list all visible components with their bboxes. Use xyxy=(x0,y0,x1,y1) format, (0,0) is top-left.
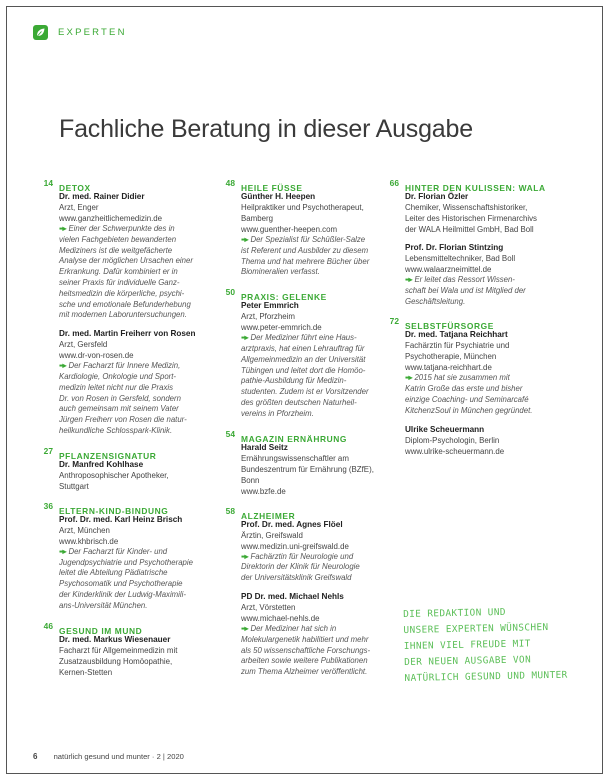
expert-block xyxy=(241,591,401,678)
expert-detail: www.michael-nehls.de xyxy=(241,613,320,623)
entry-header xyxy=(225,428,401,444)
expert-description xyxy=(241,387,401,398)
expert-description xyxy=(405,373,570,384)
expert-description xyxy=(241,235,401,246)
entry-header xyxy=(225,505,401,521)
article-topic: HEILE FÜSSE xyxy=(241,183,303,193)
greeting-line: UNSERE EXPERTEN WÜNSCHEN xyxy=(403,621,549,636)
expert-detail: Diplom-Psychologin, Berlin xyxy=(405,435,500,445)
greeting-line: DER NEUEN AUSGABE VON xyxy=(404,654,532,668)
expert-detail: Arzt, Enger xyxy=(59,203,99,212)
description-text: ist Referent und Ausbilder zu diesem xyxy=(241,245,369,255)
expert-block xyxy=(59,191,219,321)
expert-name: PD Dr. med. Michael Nehls xyxy=(241,591,344,601)
description-text: Dr. von Rosen in Gersfeld, sondern xyxy=(59,393,181,403)
expert-description xyxy=(59,361,219,372)
description-text: leitet die Abteilung Pädiatrische xyxy=(59,568,168,578)
expert-detail: www.bzfe.de xyxy=(241,486,286,496)
description-text: Katrin Große das erste und bisher xyxy=(405,384,523,394)
expert-detail: Leiter des Historischen Firmenarchivs xyxy=(405,214,537,223)
column-3 xyxy=(389,178,570,466)
expert-description xyxy=(59,310,219,321)
expert-detail: Bonn xyxy=(241,475,260,485)
description-text: zum Thema Alzheimer veröffentlicht. xyxy=(241,667,368,677)
description-text: Kardiologie, Onkologie und Sport- xyxy=(59,371,177,381)
expert-detail: Kernen-Stetten xyxy=(59,667,113,677)
expert-detail: Fachärztin für Psychiatrie und xyxy=(405,341,510,351)
entry-header xyxy=(389,316,570,332)
expert-block xyxy=(405,424,570,457)
description-text: der Kinderklinik der Ludwig-Maximili- xyxy=(59,589,186,599)
description-text: Einer der Schwerpunkte des in xyxy=(68,224,175,233)
expert-description xyxy=(59,246,219,257)
page-ref-number: 72 xyxy=(389,316,399,327)
expert-description xyxy=(59,404,219,415)
expert-block xyxy=(405,329,570,416)
expert-description xyxy=(241,376,401,387)
page-ref-number: 54 xyxy=(225,428,235,439)
expert-block xyxy=(59,514,219,612)
expert-detail: Psychotherapie, München xyxy=(405,352,497,362)
expert-name: Dr. med. Rainer Didier xyxy=(59,192,145,201)
expert-name: Dr. med. Martin Freiherr von Rosen xyxy=(59,329,196,339)
expert-description xyxy=(241,624,401,635)
description-text: Direktorin der Klinik für Neurologie xyxy=(241,562,360,572)
description-text: Jugendpsychiatrie und Psychotherapie xyxy=(59,557,193,567)
page-footer xyxy=(33,752,184,761)
page-ref-number: 48 xyxy=(225,178,235,188)
expert-name: Prof. Dr. med. Karl Heinz Brisch xyxy=(59,514,183,524)
entry-header xyxy=(43,445,219,461)
expert-description xyxy=(59,256,219,267)
description-text: KitchenzSoul in München gegründet. xyxy=(405,405,533,415)
description-text: studenten. Zudem ist er Vorsitzender xyxy=(241,387,369,397)
page-ref-number: 27 xyxy=(43,445,53,456)
expert-detail: www.peter-emmrich.de xyxy=(241,323,322,333)
entry-header xyxy=(43,620,219,636)
expert-description xyxy=(241,573,401,584)
description-text: heilkundliche Schlosspark-Klinik. xyxy=(59,425,173,435)
expert-description xyxy=(241,366,401,377)
expert-name: Peter Emmrich xyxy=(241,301,299,311)
expert-detail: www.dr-von-rosen.de xyxy=(59,351,134,361)
description-text: sche und emotionale Befunderhebung xyxy=(59,299,191,309)
description-text: mit modernen Laboruntersuchungen. xyxy=(59,310,187,320)
expert-description xyxy=(241,409,401,420)
expert-description xyxy=(241,267,401,278)
expert-name: Dr. Florian Özler xyxy=(405,192,469,201)
arrow-icon: ▪▪▸ xyxy=(241,623,248,633)
column-2 xyxy=(225,178,401,687)
column-1 xyxy=(43,178,219,687)
expert-description xyxy=(241,656,401,667)
description-text: Allgemeinmedizin an der Universität xyxy=(241,354,366,364)
expert-detail: www.tatjana-reichhart.de xyxy=(405,363,492,373)
expert-block xyxy=(405,191,570,235)
expert-detail: Facharzt für Allgemeinmedizin mit xyxy=(59,645,178,655)
expert-name: Ulrike Scheuermann xyxy=(405,424,485,434)
expert-description xyxy=(241,257,401,268)
description-text: Analyse der möglichen Ursachen einer xyxy=(59,256,193,266)
description-text: 2015 hat sie zusammen mit xyxy=(414,373,510,383)
page-title: Fachliche Beratung in dieser Ausgabe xyxy=(59,115,473,143)
article-entry xyxy=(43,178,219,437)
expert-description xyxy=(59,547,219,558)
expert-description xyxy=(59,300,219,311)
arrow-icon: ▪▪▸ xyxy=(59,546,66,556)
description-text: pathie-Ausbildung für Medizin- xyxy=(241,376,347,386)
description-text: Tübingen und leitet dort die Homöo- xyxy=(241,365,366,375)
description-text: Er leitet das Ressort Wissen- xyxy=(414,275,515,284)
description-text: auch gemeinsam mit seinem Vater xyxy=(59,404,179,414)
article-topic: ALZHEIMER xyxy=(241,510,296,521)
entry-header xyxy=(389,178,570,193)
expert-description xyxy=(241,646,401,657)
expert-detail: www.khbrisch.de xyxy=(59,536,119,546)
expert-description xyxy=(241,344,401,355)
expert-description xyxy=(405,406,570,417)
expert-detail: Bundeszentrum für Ernährung (BZfE), xyxy=(241,464,374,474)
expert-name: Dr. med. Markus Wiesenauer xyxy=(59,634,171,644)
description-text: des größten deutschen Naturheil- xyxy=(241,397,357,407)
greeting-line: NATÜRLICH GESUND UND MUNTER xyxy=(404,669,568,684)
expert-detail: www.walaarzneimittel.de xyxy=(405,265,492,274)
entry-header xyxy=(225,178,401,193)
expert-block xyxy=(59,459,219,492)
description-text: vielen Fachgebieten bewanderten xyxy=(59,234,177,244)
article-topic: HINTER DEN KULISSEN: WALA xyxy=(405,183,546,193)
description-text: medizin leitet nicht nur die Praxis xyxy=(59,382,173,392)
expert-description xyxy=(59,278,219,289)
expert-detail: Zusatzausbildung Homöopathie, xyxy=(59,656,173,666)
section-label: EXPERTEN xyxy=(58,27,127,38)
expert-description xyxy=(59,372,219,383)
description-text: Biomineralien verfasst. xyxy=(241,267,320,277)
expert-description xyxy=(241,562,401,573)
article-entry xyxy=(389,178,570,307)
description-text: Fachärztin für Neurologie und xyxy=(250,551,354,561)
description-text: heitsmedizin die körperliche, psychi- xyxy=(59,288,185,298)
arrow-icon: ▪▪▸ xyxy=(241,235,248,244)
expert-description xyxy=(405,384,570,395)
expert-block xyxy=(405,242,570,307)
expert-description xyxy=(59,590,219,601)
expert-detail: Ernährungswissenschaftler am xyxy=(241,453,349,463)
expert-block xyxy=(241,300,401,419)
expert-description xyxy=(59,415,219,426)
expert-detail: Arzt, Pforzheim xyxy=(241,312,295,322)
page-number: 6 xyxy=(33,752,38,761)
expert-description xyxy=(59,267,219,278)
description-text: der Universitätsklinik Greifswald xyxy=(241,573,352,583)
expert-name: Günther H. Heepen xyxy=(241,192,316,201)
page-ref-number: 58 xyxy=(225,505,235,516)
expert-detail: Arzt, München xyxy=(59,525,110,535)
expert-description xyxy=(59,579,219,590)
description-text: arbeiten sowie weitere Publikationen xyxy=(241,656,368,666)
expert-detail: Chemiker, Wissenschaftshistoriker, xyxy=(405,203,528,212)
description-text: Der Facharzt für Kinder- und xyxy=(68,546,168,556)
expert-detail: Heilpraktiker und Psychotherapeut, xyxy=(241,203,364,212)
expert-detail: Arzt, Gersfeld xyxy=(59,340,108,350)
expert-name: Prof. Dr. med. Agnes Flöel xyxy=(241,519,343,529)
description-text: Psychosomatik und Psychotherapie xyxy=(59,579,183,589)
expert-detail: www.ulrike-scheuermann.de xyxy=(405,446,505,456)
expert-detail: www.medizin.uni-greifswald.de xyxy=(241,541,349,551)
article-entry xyxy=(43,620,219,678)
article-entry xyxy=(225,287,401,419)
article-topic: PRAXIS: GELENKE xyxy=(241,292,327,303)
greeting-line: DIE REDAKTION UND xyxy=(403,606,507,620)
expert-description xyxy=(59,224,219,235)
article-entry xyxy=(225,178,401,278)
arrow-icon: ▪▪▸ xyxy=(59,224,66,233)
expert-block xyxy=(241,519,401,584)
greeting-line: IHNEN VIEL FREUDE MIT xyxy=(403,638,531,652)
article-topic: SELBSTFÜRSORGE xyxy=(405,321,494,332)
entry-header xyxy=(43,500,219,516)
description-text: Der Mediziner führt eine Haus- xyxy=(250,333,357,343)
description-text: seiner Praxis für individuelle Ganz- xyxy=(59,277,180,287)
article-entry xyxy=(389,316,570,456)
page-ref-number: 66 xyxy=(389,178,399,188)
expert-description xyxy=(59,568,219,579)
expert-detail: Lebensmitteltechniker, Bad Boll xyxy=(405,254,516,263)
expert-description xyxy=(59,558,219,569)
entry-header xyxy=(225,287,401,303)
arrow-icon: ▪▪▸ xyxy=(241,551,248,561)
expert-description xyxy=(405,395,570,406)
description-text: Thema und hat mehrere Bücher über xyxy=(241,256,370,266)
description-text: Der Mediziner hat sich in xyxy=(250,623,337,633)
entry-header xyxy=(43,178,219,193)
expert-name: Dr. med. Tatjana Reichhart xyxy=(405,330,508,340)
expert-detail: www.ganzheitlichemedizin.de xyxy=(59,214,163,223)
arrow-icon: ▪▪▸ xyxy=(405,275,412,284)
description-text: Jürgen Freiherr von Rosen die natur- xyxy=(59,415,187,425)
description-text: schaft bei Wala und ist Mitglied der xyxy=(405,285,526,295)
expert-description xyxy=(241,355,401,366)
expert-name: Harald Seitz xyxy=(241,442,288,452)
expert-description xyxy=(405,297,570,308)
expert-detail: Arzt, Vörstetten xyxy=(241,602,296,612)
leaf-logo-icon xyxy=(33,25,48,40)
expert-block xyxy=(241,442,401,497)
page-ref-number: 36 xyxy=(43,500,53,511)
arrow-icon: ▪▪▸ xyxy=(405,373,412,383)
description-text: Geschäftsleitung. xyxy=(405,296,466,306)
expert-description xyxy=(241,635,401,646)
handwritten-greeting xyxy=(403,604,568,687)
expert-block xyxy=(59,634,219,678)
description-text: als 50 wissenschaftliche Forschungs- xyxy=(241,645,371,655)
description-text: Molekulargenetik habilitiert und mehr xyxy=(241,634,369,644)
page-ref-number: 50 xyxy=(225,287,235,298)
arrow-icon: ▪▪▸ xyxy=(241,333,248,343)
expert-detail: Ärztin, Greifswald xyxy=(241,530,303,540)
description-text: arztpraxis, hat einen Lehrauftrag für xyxy=(241,343,365,353)
article-topic: MAGAZIN ERNÄHRUNG xyxy=(241,433,348,444)
expert-block xyxy=(59,328,219,437)
expert-detail: www.guenther-heepen.com xyxy=(241,225,338,234)
expert-detail: Stuttgart xyxy=(59,481,89,491)
article-topic: GESUND IM MUND xyxy=(59,625,143,636)
publication-info: natürlich gesund und munter · 2 | 2020 xyxy=(53,752,184,761)
expert-description xyxy=(59,394,219,405)
expert-description xyxy=(405,286,570,297)
expert-description xyxy=(241,246,401,257)
description-text: Der Facharzt für Innere Medizin, xyxy=(68,361,181,371)
description-text: Mediziners ist die weitgefächerte xyxy=(59,245,173,255)
expert-detail: Anthroposophischer Apotheker, xyxy=(59,470,169,480)
article-entry xyxy=(225,428,401,497)
expert-description xyxy=(241,667,401,678)
expert-name: Dr. Manfred Kohlhase xyxy=(59,459,144,469)
expert-description xyxy=(59,601,219,612)
article-topic: DETOX xyxy=(59,183,91,193)
description-text: Der Spezialist für Schüßler-Salze xyxy=(250,235,366,244)
description-text: Erkrankung. Dafür kombiniert er in xyxy=(59,267,178,277)
arrow-icon: ▪▪▸ xyxy=(59,361,66,371)
article-entry xyxy=(43,500,219,612)
expert-detail: der WALA Heilmittel GmbH, Bad Boll xyxy=(405,225,534,234)
expert-description xyxy=(59,235,219,246)
expert-name: Prof. Dr. Florian Stintzing xyxy=(405,243,504,252)
page-ref-number: 46 xyxy=(43,620,53,631)
article-entry xyxy=(225,505,401,678)
article-topic: PFLANZENSIGNATUR xyxy=(59,450,157,461)
expert-detail: Bamberg xyxy=(241,214,274,223)
expert-description xyxy=(59,289,219,300)
expert-description xyxy=(241,552,401,563)
page-ref-number: 14 xyxy=(43,178,53,188)
article-entry xyxy=(43,445,219,492)
description-text: vereins in Pforzheim. xyxy=(241,408,314,418)
description-text: einzige Coaching- und Seminarcafé xyxy=(405,394,529,404)
expert-description xyxy=(241,398,401,409)
article-topic: ELTERN-KIND-BINDUNG xyxy=(59,505,169,516)
expert-description xyxy=(241,333,401,344)
expert-description xyxy=(59,383,219,394)
description-text: ans-Universität München. xyxy=(59,600,148,610)
expert-description xyxy=(59,426,219,437)
expert-block xyxy=(241,191,401,278)
expert-description xyxy=(405,275,570,286)
